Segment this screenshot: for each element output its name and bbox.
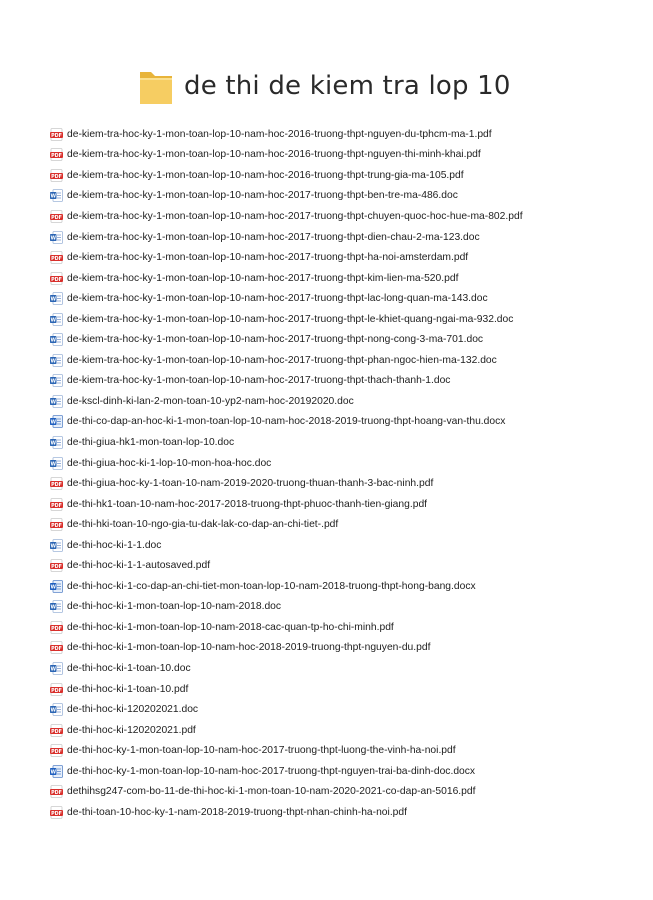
file-item[interactable] — [50, 124, 523, 145]
word-doc-icon — [50, 189, 63, 202]
svg-text:PDF: PDF — [51, 626, 62, 632]
file-name: de-kiem-tra-hoc-ky-1-mon-toan-lop-10-nam-hoc-2017-truong-thpt-kim-lien-ma-520.pdf — [67, 272, 459, 284]
svg-text:PDF: PDF — [51, 729, 62, 735]
file-item[interactable] — [50, 186, 523, 207]
word-doc-icon — [50, 292, 63, 305]
file-name: de-kiem-tra-hoc-ky-1-mon-toan-lop-10-nam-hoc-2017-truong-thpt-lac-long-quan-ma-143.doc — [67, 293, 488, 305]
file-name: de-thi-hoc-ki-1-co-dap-an-chi-tiet-mon-toan-lop-10-nam-2018-truong-thpt-hong-bang.docx — [67, 580, 476, 592]
file-item[interactable] — [50, 761, 523, 782]
svg-text:PDF: PDF — [51, 811, 62, 817]
file-name: de-kiem-tra-hoc-ky-1-mon-toan-lop-10-nam-hoc-2016-truong-thpt-nguyen-du-tphcm-ma-1.pdf — [67, 128, 492, 140]
file-name: de-thi-hoc-ki-120202021.pdf — [67, 724, 196, 736]
file-name: de-thi-co-dap-an-hoc-ki-1-mon-toan-lop-10-nam-hoc-2018-2019-truong-thpt-hoang-van-thu.docx — [67, 416, 506, 428]
pdf-icon — [50, 210, 63, 223]
pdf-icon — [50, 683, 63, 696]
file-item[interactable] — [50, 391, 523, 412]
word-doc-icon — [50, 333, 63, 346]
pdf-icon — [50, 498, 63, 511]
file-name: de-kiem-tra-hoc-ky-1-mon-toan-lop-10-nam-hoc-2017-truong-thpt-dien-chau-2-ma-123.doc — [67, 231, 480, 243]
pdf-icon — [50, 128, 63, 141]
file-name: de-thi-giua-hoc-ky-1-toan-10-nam-2019-2020-truong-thuan-thanh-3-bac-ninh.pdf — [67, 478, 434, 490]
folder-icon — [138, 66, 174, 106]
file-name: de-kiem-tra-hoc-ky-1-mon-toan-lop-10-nam-hoc-2017-truong-thpt-thach-thanh-1.doc — [67, 375, 451, 387]
file-item[interactable] — [50, 597, 523, 618]
word-docx-icon — [50, 415, 63, 428]
word-doc-icon — [50, 354, 63, 367]
file-item[interactable] — [50, 802, 523, 823]
pdf-icon — [50, 477, 63, 490]
svg-text:PDF: PDF — [51, 174, 62, 180]
svg-text:W: W — [50, 234, 57, 241]
svg-text:W: W — [50, 378, 57, 385]
pdf-icon — [50, 272, 63, 285]
svg-text:PDF: PDF — [51, 277, 62, 283]
pdf-icon — [50, 518, 63, 531]
file-name: de-thi-hoc-ki-1-mon-toan-lop-10-nam-hoc-2018-2019-truong-thpt-nguyen-du.pdf — [67, 642, 431, 654]
pdf-icon — [50, 148, 63, 161]
file-name: de-thi-hoc-ki-1-mon-toan-lop-10-nam-2018-cac-quan-tp-ho-chi-minh.pdf — [67, 621, 394, 633]
svg-text:PDF: PDF — [51, 256, 62, 262]
file-name: de-thi-hoc-ky-1-mon-toan-lop-10-nam-hoc-2017-truong-thpt-nguyen-trai-ba-dinh-doc.docx — [67, 765, 476, 777]
file-item[interactable] — [50, 288, 523, 309]
word-doc-icon — [50, 703, 63, 716]
svg-text:W: W — [50, 543, 57, 550]
file-name: de-kiem-tra-hoc-ky-1-mon-toan-lop-10-nam-hoc-2016-truong-thpt-trung-gia-ma-105.pdf — [67, 169, 464, 181]
svg-text:PDF: PDF — [51, 647, 62, 653]
svg-text:PDF: PDF — [51, 133, 62, 139]
svg-text:W: W — [50, 440, 57, 447]
file-item[interactable] — [50, 145, 523, 166]
file-item[interactable] — [50, 535, 523, 556]
file-name: de-kiem-tra-hoc-ky-1-mon-toan-lop-10-nam-hoc-2017-truong-thpt-phan-ngoc-hien-ma-132.doc — [67, 354, 497, 366]
file-item[interactable] — [50, 309, 523, 330]
word-doc-icon — [50, 374, 63, 387]
pdf-icon — [50, 744, 63, 757]
svg-text:W: W — [50, 707, 57, 714]
file-name: de-kiem-tra-hoc-ky-1-mon-toan-lop-10-nam-hoc-2017-truong-thpt-le-khiet-quang-ngai-ma-932.doc — [67, 313, 514, 325]
file-name: de-thi-giua-hoc-ki-1-lop-10-mon-hoa-hoc.doc — [67, 457, 272, 469]
pdf-icon — [50, 251, 63, 264]
file-item[interactable] — [50, 514, 523, 535]
file-name: de-thi-hoc-ki-1-toan-10.pdf — [67, 683, 189, 695]
word-doc-icon — [50, 600, 63, 613]
file-name: de-thi-hoc-ki-120202021.doc — [67, 704, 199, 716]
file-name: de-thi-hoc-ki-1-mon-toan-lop-10-nam-2018.doc — [67, 601, 282, 613]
file-name: de-thi-hoc-ky-1-mon-toan-lop-10-nam-hoc-2017-truong-thpt-luong-the-vinh-ha-noi.pdf — [67, 745, 456, 757]
svg-text:W: W — [50, 666, 57, 673]
file-item[interactable] — [50, 329, 523, 350]
svg-text:W: W — [50, 419, 57, 426]
file-item[interactable] — [50, 247, 523, 268]
file-name: de-kscl-dinh-ki-lan-2-mon-toan-10-yp2-nam-hoc-20192020.doc — [67, 395, 354, 407]
svg-text:PDF: PDF — [51, 565, 62, 571]
svg-text:PDF: PDF — [51, 482, 62, 488]
word-doc-icon — [50, 539, 63, 552]
word-doc-icon — [50, 231, 63, 244]
file-item[interactable] — [50, 617, 523, 638]
file-name: de-kiem-tra-hoc-ky-1-mon-toan-lop-10-nam-hoc-2017-truong-thpt-nong-cong-3-ma-701.doc — [67, 334, 484, 346]
file-name: de-thi-toan-10-hoc-ky-1-nam-2018-2019-truong-thpt-nhan-chinh-ha-noi.pdf — [67, 806, 407, 818]
svg-text:W: W — [50, 460, 57, 467]
word-doc-icon — [50, 662, 63, 675]
file-item[interactable] — [50, 679, 523, 700]
pdf-icon — [50, 169, 63, 182]
file-item[interactable] — [50, 576, 523, 597]
file-item[interactable] — [50, 494, 523, 515]
svg-text:PDF: PDF — [51, 524, 62, 530]
svg-text:W: W — [50, 193, 57, 200]
file-name: de-thi-hoc-ki-1-1-autosaved.pdf — [67, 560, 211, 572]
file-name: de-thi-hoc-ki-1-toan-10.doc — [67, 662, 191, 674]
pdf-icon — [50, 785, 63, 798]
file-item[interactable] — [50, 268, 523, 289]
file-item[interactable] — [50, 720, 523, 741]
file-item[interactable] — [50, 371, 523, 392]
file-item[interactable] — [50, 412, 523, 433]
folder-title: de thi de kiem tra lop 10 — [184, 71, 511, 101]
pdf-icon — [50, 559, 63, 572]
file-item[interactable] — [50, 740, 523, 761]
svg-text:PDF: PDF — [51, 750, 62, 756]
svg-text:PDF: PDF — [51, 791, 62, 797]
file-item[interactable] — [50, 432, 523, 453]
file-item[interactable] — [50, 206, 523, 227]
file-item[interactable] — [50, 453, 523, 474]
folder-header — [138, 66, 511, 106]
file-item[interactable] — [50, 658, 523, 679]
pdf-icon — [50, 641, 63, 654]
file-list — [50, 124, 523, 823]
file-item[interactable] — [50, 350, 523, 371]
svg-text:W: W — [50, 316, 57, 323]
file-name: dethihsg247-com-bo-11-de-thi-hoc-ki-1-mon-toan-10-nam-2020-2021-co-dap-an-5016.pdf — [67, 786, 476, 798]
file-name: de-thi-hk1-toan-10-nam-hoc-2017-2018-truong-thpt-phuoc-thanh-tien-giang.pdf — [67, 498, 428, 510]
file-name: de-thi-hki-toan-10-ngo-gia-tu-dak-lak-co-dap-an-chi-tiet-.pdf — [67, 519, 339, 531]
file-item[interactable] — [50, 638, 523, 659]
file-item[interactable] — [50, 473, 523, 494]
pdf-icon — [50, 724, 63, 737]
svg-text:W: W — [50, 769, 57, 776]
word-doc-icon — [50, 457, 63, 470]
file-item[interactable] — [50, 782, 523, 803]
svg-text:W: W — [50, 337, 57, 344]
file-item[interactable] — [50, 699, 523, 720]
word-doc-icon — [50, 313, 63, 326]
pdf-icon — [50, 806, 63, 819]
file-name: de-thi-giua-hk1-mon-toan-lop-10.doc — [67, 436, 235, 448]
svg-text:W: W — [50, 399, 57, 406]
word-doc-icon — [50, 436, 63, 449]
svg-text:PDF: PDF — [51, 503, 62, 509]
file-item[interactable] — [50, 165, 523, 186]
file-name: de-kiem-tra-hoc-ky-1-mon-toan-lop-10-nam-hoc-2016-truong-thpt-nguyen-thi-minh-khai.pdf — [67, 149, 481, 161]
svg-text:W: W — [50, 358, 57, 365]
svg-text:PDF: PDF — [51, 154, 62, 160]
svg-text:W: W — [50, 296, 57, 303]
file-name: de-kiem-tra-hoc-ky-1-mon-toan-lop-10-nam-hoc-2017-truong-thpt-ha-noi-amsterdam.pdf — [67, 252, 469, 264]
svg-text:PDF: PDF — [51, 688, 62, 694]
file-item[interactable] — [50, 555, 523, 576]
pdf-icon — [50, 621, 63, 634]
file-name: de-kiem-tra-hoc-ky-1-mon-toan-lop-10-nam-hoc-2017-truong-thpt-chuyen-quoc-hoc-hue-ma-802.pdf — [67, 210, 523, 222]
word-doc-icon — [50, 395, 63, 408]
svg-text:PDF: PDF — [51, 215, 62, 221]
file-item[interactable] — [50, 227, 523, 248]
word-docx-icon — [50, 765, 63, 778]
svg-text:W: W — [50, 584, 57, 591]
svg-text:W: W — [50, 604, 57, 611]
file-name: de-thi-hoc-ki-1-1.doc — [67, 539, 162, 551]
word-docx-icon — [50, 580, 63, 593]
file-name: de-kiem-tra-hoc-ky-1-mon-toan-lop-10-nam-hoc-2017-truong-thpt-ben-tre-ma-486.doc — [67, 190, 458, 202]
